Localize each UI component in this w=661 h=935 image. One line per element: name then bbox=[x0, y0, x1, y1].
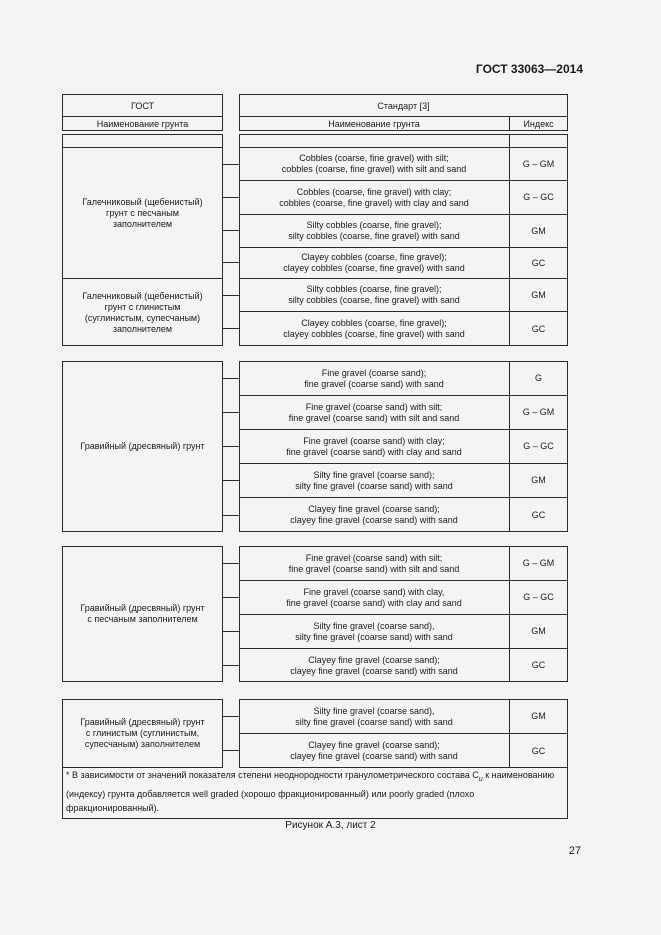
soil-name-cell: Clayey cobbles (coarse, fine gravel); clayey cobbles (coarse, fine gravel) with sand bbox=[283, 252, 465, 273]
soil-name-cell: Clayey cobbles (coarse, fine gravel); clayey cobbles (coarse, fine gravel) with sand bbox=[283, 318, 465, 339]
soil-name-cell: Silty cobbles (coarse, fine gravel); silty cobbles (coarse, fine gravel) with sand bbox=[288, 284, 460, 305]
index-cell: GM bbox=[531, 711, 546, 721]
connector bbox=[223, 197, 239, 198]
index-cell: GM bbox=[531, 626, 546, 636]
connector bbox=[223, 665, 239, 666]
soil-name-cell: Fine gravel (coarse sand) with silt; fine gravel (coarse sand) with silt and sand bbox=[288, 552, 460, 574]
header-standard-label: Стандарт [3] bbox=[377, 100, 430, 111]
soil-name-cell: Cobbles (coarse, fine gravel) with clay; cobbles (coarse, fine gravel) with clay and sand bbox=[279, 186, 469, 208]
connector bbox=[223, 480, 239, 481]
connector bbox=[223, 378, 239, 379]
index-cell: GC bbox=[531, 257, 546, 268]
connector bbox=[223, 262, 239, 263]
soil-name-cell: Fine gravel (coarse sand) with clay; fine gravel (coarse sand) with clay and sand bbox=[286, 435, 462, 457]
soil-name-cell: Cobbles (coarse, fine gravel) with silt; cobbles (coarse, fine gravel) with silt and sand bbox=[281, 153, 467, 174]
soil-name-cell: Silty fine gravel (coarse sand); silty fine gravel (coarse sand) with sand bbox=[295, 469, 453, 491]
index-cell: GC bbox=[531, 660, 546, 670]
connector bbox=[223, 446, 239, 447]
index-cell: G – GM bbox=[522, 407, 555, 417]
footnote-suffix: к наименованию (индексу) грунта добавляется well graded (хорошо фракционированный) или poorly graded (плохо фракционированный). bbox=[66, 770, 555, 813]
group-label: Гравийный (дресвяный) грунт с песчаным заполнителем bbox=[80, 603, 205, 624]
soil-name-cell: Silty fine gravel (coarse sand), silty fine gravel (coarse sand) with sand bbox=[295, 620, 453, 642]
footnote bbox=[62, 768, 568, 815]
index-cell: G – GM bbox=[522, 558, 555, 568]
footnote-subscript: u bbox=[478, 775, 483, 783]
group-label: Галечниковый (щебенистый) грунт с глинистым (суглинистым, супесчаным) заполнителем bbox=[82, 290, 203, 334]
header-soil-name-right: Наименование грунта bbox=[328, 118, 420, 129]
index-cell: G bbox=[534, 373, 542, 383]
connector bbox=[223, 412, 239, 413]
header-gost-label: ГОСТ bbox=[130, 100, 155, 111]
index-cell: GM bbox=[531, 475, 546, 485]
header-index-label: Индекс bbox=[523, 118, 554, 129]
header-soil-name-left: Наименование грунта bbox=[96, 118, 189, 129]
connector bbox=[223, 716, 239, 717]
connector bbox=[223, 295, 239, 296]
soil-name-cell: Fine gravel (coarse sand); fine gravel (coarse sand) with sand bbox=[304, 367, 444, 389]
connector bbox=[223, 750, 239, 751]
soil-name-cell: Silty fine gravel (coarse sand), silty fine gravel (coarse sand) with sand bbox=[295, 705, 453, 727]
soil-name-cell: Clayey fine gravel (coarse sand); clayey fine gravel (coarse sand) with sand bbox=[290, 504, 458, 525]
document-code: ГОСТ 33063—2014 bbox=[475, 62, 583, 76]
group-label: Галечниковый (щебенистый) грунт с песчаным заполнителем bbox=[82, 196, 203, 229]
footnote-prefix: * В зависимости от значений показателя степени неоднородности гранулометрического состава C bbox=[66, 770, 479, 780]
connector bbox=[223, 230, 239, 231]
soil-name-cell: Fine gravel (coarse sand) with silt; fine gravel (coarse sand) with silt and sand bbox=[288, 401, 460, 423]
connector bbox=[223, 328, 239, 329]
index-cell: G – GM bbox=[522, 158, 555, 169]
group-label: Гравийный (дресвяный) грунт bbox=[80, 441, 205, 451]
index-cell: GC bbox=[531, 323, 546, 334]
index-cell: G – GC bbox=[523, 592, 554, 602]
connector bbox=[223, 515, 239, 516]
connector bbox=[223, 597, 239, 598]
index-cell: G – GC bbox=[523, 441, 554, 451]
index-cell: GM bbox=[531, 289, 546, 300]
index-cell: G – GC bbox=[523, 192, 554, 202]
figure-caption: Рисунок А.3, лист 2 bbox=[285, 820, 376, 831]
soil-name-cell: Fine gravel (coarse sand) with clay, fine gravel (coarse sand) with clay and sand bbox=[286, 586, 462, 608]
index-cell: GC bbox=[531, 745, 546, 756]
connector bbox=[223, 563, 239, 564]
group-label: Гравийный (дресвяный) грунт с глинистым (суглинистым, супесчаным) заполнителем bbox=[80, 717, 205, 749]
soil-name-cell: Silty cobbles (coarse, fine gravel); silty cobbles (coarse, fine gravel) with sand bbox=[288, 220, 460, 241]
index-cell: GC bbox=[531, 509, 546, 520]
page-number: 27 bbox=[568, 845, 581, 857]
soil-name-cell: Clayey fine gravel (coarse sand); clayey fine gravel (coarse sand) with sand bbox=[290, 654, 458, 676]
index-cell: GM bbox=[531, 225, 546, 236]
connector bbox=[223, 631, 239, 632]
connector bbox=[223, 164, 239, 165]
soil-name-cell: Clayey fine gravel (coarse sand); clayey fine gravel (coarse sand) with sand bbox=[290, 740, 458, 761]
